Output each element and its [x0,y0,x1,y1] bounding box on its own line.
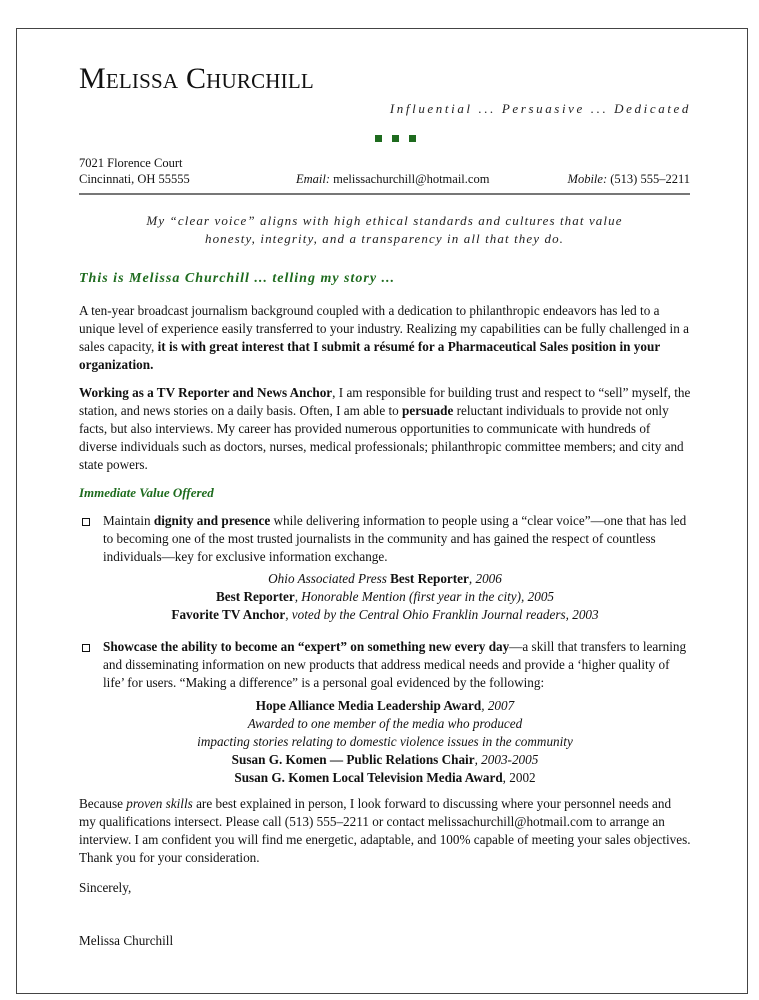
award-line [79,570,691,588]
closing-text-1: Because [79,796,127,811]
award-detail: , voted by the Central Ohio Franklin Journal readers, 2003 [285,607,599,622]
intro-text: A ten-year broadcast journalism background coupled with a dedication to philanthropic endeavors has led to a unique level of experience easily transferred to your industry. Realizing my capabilities can be fully challenged in a sales capacity, [79,303,689,354]
award-year: , 2003-2005 [474,752,539,767]
experience-paragraph [79,384,691,474]
award-description-2: impacting stories relating to domestic violence issues in the community [197,734,573,749]
award-title: Best Reporter [390,571,469,586]
bullet-item [79,638,691,692]
award-line [79,769,691,787]
award-description [79,715,691,733]
address-line-2: Cincinnati, OH 55555 [79,172,190,186]
header-divider [79,193,690,195]
sign-off: Sincerely, [79,880,132,895]
dot-icon [409,135,416,142]
experience-bold-1: Working as a TV Reporter and News Anchor [79,385,333,400]
award-title: Susan G. Komen Local Television Media Award [234,770,503,785]
quote-line-1: My “clear voice” aligns with high ethical standards and cultures that value [146,213,623,228]
awards-list-2 [79,697,691,787]
bullet2-bold: Showcase the ability to become an “expert” on something new every day [103,639,510,654]
bullet-text [103,638,691,692]
checkbox-bullet-icon [82,518,90,526]
award-detail: , Honorable Mention (first year in the city), 2005 [294,589,555,604]
award-title: Best Reporter [215,589,295,604]
dot-icon [392,135,399,142]
experience-text-1: , I am responsible for building trust and respect to “sell” myself, the station, and news stories on a daily basis. Often, I am able to [79,385,691,418]
award-description [79,733,691,751]
address-line-1: 7021 Florence Court [79,156,183,170]
decorative-dots [375,135,417,143]
address [79,155,190,187]
mobile [568,171,690,187]
dot-icon [375,135,382,142]
email-label: Email: [296,172,331,186]
bullet2-text: —a skill that transfers to learning and disseminating information on new products that address medical needs and provide a ‘higher quality of life’ for users. “Making a difference” is a personal goal evidenced by the following: [103,639,687,690]
applicant-name: Melissa Churchill [79,62,314,95]
mobile-label: Mobile: [567,172,608,186]
closing-paragraph [79,795,691,867]
email [296,171,489,187]
award-line [79,588,691,606]
email-address[interactable]: melissachurchill@hotmail.com [333,172,490,186]
intro-paragraph [79,302,691,374]
bullet-text [103,512,691,566]
award-title: Susan G. Komen — Public Relations Chair [231,752,475,767]
tagline: Influential ... Persuasive ... Dedicated [389,101,691,116]
awards-list-1 [79,570,691,624]
bullet1-text-1: Maintain [103,513,154,528]
checkbox-bullet-icon [82,644,90,652]
award-description-1: Awarded to one member of the media who produced [247,716,523,731]
award-year: , 2007 [481,698,515,713]
bullet-item [79,512,691,566]
experience-text-2: reluctant individuals to provide not only facts, but also interviews. My career has provided numerous opportunities to communicate with hundreds of diverse individuals such as doctors, nurses, medical professionals; philanthropic committee members; and city and state powers. [79,403,684,472]
bullet1-text-2: while delivering information to people using a “clear voice”—one that has led to becoming one of the most trusted journalists in the community and has gained the respect of countless individuals—key for exclusive information exchange. [103,513,687,564]
award-italic: Ohio Associated Press [268,571,391,586]
quote-line-2: honesty, integrity, and a transparency in all that they do. [204,231,565,246]
award-year: , 2002 [502,770,536,785]
experience-bold-2: persuade [402,403,454,418]
story-heading: This is Melissa Churchill ... telling my story ... [79,271,396,286]
bullet1-bold: dignity and presence [153,513,271,528]
award-line [79,606,691,624]
award-line [79,697,691,715]
mobile-number: (513) 555–2211 [610,172,690,186]
closing-text-2: are best explained in person, I look forward to discussing where your personnel needs and my qualifications intersect. Please call (513) 555–2211 or contact melissachurchill@hotmail.com to arrange an interview. I am confident you will find me energetic, adaptable, and 100% capable of meeting your sales objectives. Thank you for your consideration. [79,796,691,865]
award-line [79,751,691,769]
award-year: , 2006 [468,571,502,586]
closing-italic: proven skills [126,796,193,811]
intro-bold: it is with great interest that I submit a résumé for a Pharmaceutical Sales position in your organization. [79,339,660,372]
award-title: Favorite TV Anchor [171,607,286,622]
signature-name: Melissa Churchill [79,933,174,948]
award-title: Hope Alliance Media Leadership Award [255,698,482,713]
value-heading: Immediate Value Offered [79,485,214,500]
personal-quote [79,212,690,248]
